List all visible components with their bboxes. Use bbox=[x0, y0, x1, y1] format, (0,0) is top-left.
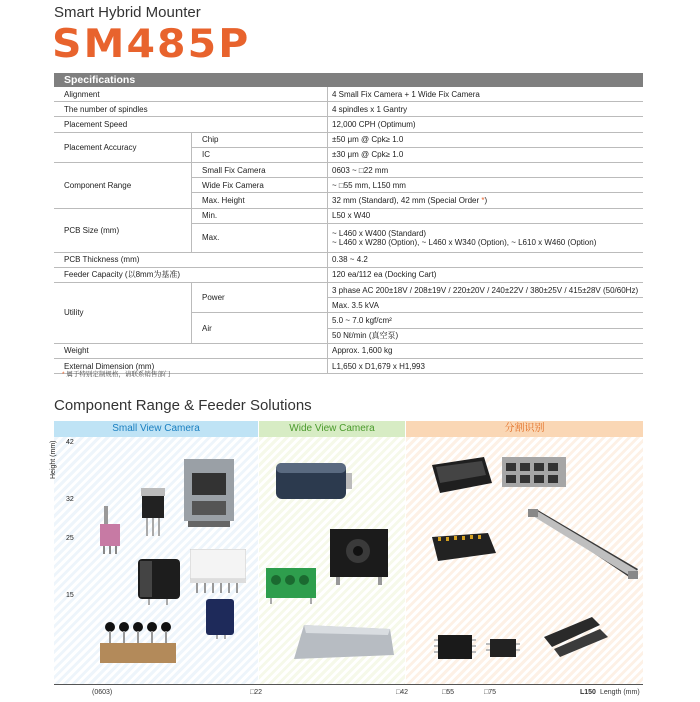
spec-label: PCB Thickness (mm) bbox=[54, 252, 328, 267]
y-axis-label: Height (mm) bbox=[50, 440, 57, 479]
electrolytic-capacitor-icon bbox=[136, 559, 182, 605]
spec-sublabel: Wide Fix Camera bbox=[192, 178, 328, 193]
section-title: Component Range & Feeder Solutions bbox=[54, 397, 312, 414]
product-subtitle: Smart Hybrid Mounter bbox=[54, 4, 201, 21]
qfp-chip-icon bbox=[434, 631, 476, 663]
spec-value: 3 phase AC 200±18V / 208±19V / 220±20V / 240±22V / 380±25V / 415±28V (50/60Hz) bbox=[328, 283, 644, 298]
table-row bbox=[54, 283, 643, 298]
note-text: 属于特别定制规格，请联系销售部门 bbox=[64, 371, 171, 378]
spec-table bbox=[54, 87, 643, 374]
table-row bbox=[54, 87, 643, 102]
spec-sublabel: Max. Height bbox=[192, 193, 328, 208]
spec-sublabel: Small Fix Camera bbox=[192, 162, 328, 177]
table-row bbox=[54, 117, 643, 132]
ic-socket-icon bbox=[432, 457, 492, 493]
dimm-socket-icon bbox=[528, 509, 640, 581]
table-row bbox=[54, 162, 643, 177]
y-tick: 15 bbox=[66, 592, 74, 599]
spec-label: Placement Speed bbox=[54, 117, 328, 132]
pcb-max-line-1: ~ L460 x W400 (Standard) bbox=[332, 228, 427, 238]
toggle-switch-icon bbox=[100, 506, 122, 554]
x-tick: □22 bbox=[250, 689, 263, 696]
table-row bbox=[54, 343, 643, 358]
shield-can-icon bbox=[294, 625, 394, 665]
small-capacitor-icon bbox=[206, 599, 234, 639]
spec-sublabel: Air bbox=[192, 313, 328, 343]
special-order-note bbox=[62, 369, 170, 378]
spec-value bbox=[328, 223, 644, 252]
spec-label: Alignment bbox=[54, 87, 328, 102]
table-row bbox=[54, 208, 643, 223]
table-row bbox=[54, 252, 643, 267]
height-value-close: ) bbox=[484, 195, 488, 205]
spec-label: Component Range bbox=[54, 162, 192, 208]
transistor-icon bbox=[140, 488, 166, 536]
spec-label: PCB Size (mm) bbox=[54, 208, 192, 252]
pcb-max-line-2: ~ L460 x W280 (Option), ~ L460 x W340 (Option), ~ L610 x W460 (Option) bbox=[332, 237, 597, 247]
spec-value: L50 x W40 bbox=[328, 208, 644, 223]
x-tick: □55 bbox=[442, 689, 455, 696]
spec-value: 4 Small Fix Camera + 1 Wide Fix Camera bbox=[328, 87, 644, 102]
x-tick: □42 bbox=[396, 689, 409, 696]
edge-connector-icon bbox=[544, 617, 608, 657]
spec-value: Approx. 1,600 kg bbox=[328, 343, 644, 358]
spec-value: Max. 3.5 kVA bbox=[328, 298, 644, 313]
x-tick: (0603) bbox=[92, 689, 113, 696]
spec-sublabel: Min. bbox=[192, 208, 328, 223]
small-camera-header: Small View Camera bbox=[54, 421, 258, 437]
spec-header: Specifications bbox=[54, 73, 643, 87]
rj45-connector-icon bbox=[184, 459, 234, 529]
x-tick: L150 bbox=[580, 689, 596, 696]
sensor-strip-icon bbox=[100, 619, 176, 665]
spec-label: Feeder Capacity (以8mm为基准) bbox=[54, 267, 328, 282]
spec-value: ±50 μm @ Cpk≥ 1.0 bbox=[328, 132, 644, 147]
y-tick: 42 bbox=[66, 439, 74, 446]
spec-label: Utility bbox=[54, 283, 192, 344]
y-tick: 32 bbox=[66, 496, 74, 503]
component-range-chart bbox=[50, 421, 643, 684]
spec-value: 5.0 ~ 7.0 kgf/cm² bbox=[328, 313, 644, 328]
split-recognition-header: 分割识别 bbox=[406, 421, 643, 437]
product-model: SM485P bbox=[52, 22, 251, 67]
spec-label: Placement Accuracy bbox=[54, 132, 192, 162]
spec-value: 4 spindles x 1 Gantry bbox=[328, 102, 644, 117]
x-axis bbox=[54, 684, 643, 685]
spec-value: L1,650 x D1,679 x H1,993 bbox=[328, 359, 644, 374]
large-capacitor-icon bbox=[276, 461, 352, 501]
note-star: * bbox=[62, 371, 65, 378]
spec-label: Weight bbox=[54, 343, 328, 358]
height-value-text: 32 mm (Standard), 42 mm (Special Order bbox=[332, 195, 482, 205]
spec-label: The number of spindles bbox=[54, 102, 328, 117]
spec-value: 50 Nℓ/min (真空泵) bbox=[328, 328, 644, 343]
spec-sublabel: Power bbox=[192, 283, 328, 313]
x-tick: □75 bbox=[484, 689, 497, 696]
y-tick: 25 bbox=[66, 535, 74, 542]
spec-sublabel: Max. bbox=[192, 223, 328, 252]
spec-value: ±30 μm @ Cpk≥ 1.0 bbox=[328, 147, 644, 162]
spec-value: 12,000 CPH (Optimum) bbox=[328, 117, 644, 132]
board-connector-icon bbox=[432, 533, 496, 563]
multi-port-connector-icon bbox=[502, 457, 568, 491]
spec-sublabel: Chip bbox=[192, 132, 328, 147]
spec-sublabel: IC bbox=[192, 147, 328, 162]
header-connector-icon bbox=[190, 549, 246, 593]
special-order-star: * bbox=[481, 195, 485, 205]
spec-value: 0.38 ~ 4.2 bbox=[328, 252, 644, 267]
spec-label: External Dimension (mm) bbox=[54, 359, 328, 374]
dc-power-jack-icon bbox=[330, 529, 390, 585]
wide-camera-header: Wide View Camera bbox=[259, 421, 405, 437]
spec-value: 120 ea/112 ea (Docking Cart) bbox=[328, 267, 644, 282]
terminal-block-icon bbox=[266, 568, 318, 604]
table-row bbox=[54, 132, 643, 147]
small-chip-icon bbox=[486, 635, 520, 661]
spec-value bbox=[328, 193, 644, 208]
x-axis-label: Length (mm) bbox=[600, 689, 640, 696]
table-row bbox=[54, 267, 643, 282]
spec-value: ~ □55 mm, L150 mm bbox=[328, 178, 644, 193]
spec-value: 0603 ~ □22 mm bbox=[328, 162, 644, 177]
table-row bbox=[54, 102, 643, 117]
